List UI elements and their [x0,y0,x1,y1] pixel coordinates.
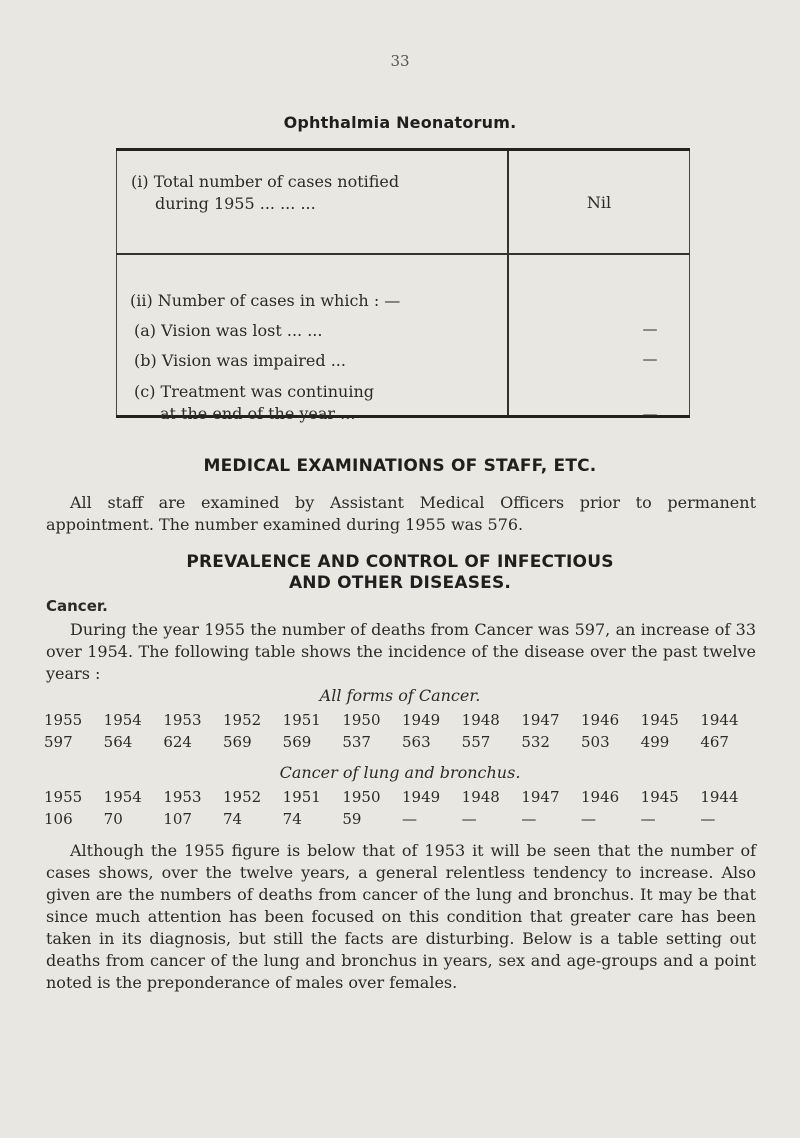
all-forms-years [44,709,760,731]
ophthalmia-table [116,148,690,418]
value-cell: 59 [342,810,362,828]
year-cell: 1950 [342,711,381,729]
row1-label-line1: (i) Total number of cases notified [131,172,400,191]
year-cell: 1946 [581,788,620,806]
all-forms-caption: All forms of Cancer. [319,686,481,705]
item-b-label: (b) Vision was impaired ... [134,351,346,370]
row1-value: Nil [586,193,612,212]
year-cell: 1949 [402,788,441,806]
value-cell: — [640,810,656,828]
year-cell: 1951 [282,711,321,729]
value-cell: 557 [461,733,491,751]
year-cell: 1955 [44,788,83,806]
value-cell: 532 [521,733,550,751]
cancer-intro: During the year 1955 the number of deaths from Cancer was 597, an increase of 33 over 1954. The following table shows the incidence of the disease over the past twelve years : [46,620,756,683]
year-cell: 1946 [581,711,620,729]
value-cell: 537 [342,733,371,751]
year-cell: 1949 [402,711,441,729]
year-cell: 1952 [223,711,262,729]
value-cell: 503 [581,733,610,751]
value-cell: — [402,810,417,828]
year-cell: 1952 [223,788,262,806]
value-cell: 107 [163,810,192,828]
cancer-heading: Cancer. [46,597,108,615]
lung-years [44,786,760,808]
year-cell: 1945 [640,711,679,729]
value-cell: — [581,810,596,828]
value-cell: 74 [282,810,302,828]
prevalence-title-line2: AND OTHER DISEASES. [288,573,512,593]
item-a-value: — [642,320,658,338]
year-cell: 1953 [163,711,202,729]
page-number: 33 [390,52,410,70]
year-cell: 1947 [521,788,560,806]
value-cell: — [461,810,477,828]
item-c-label-line2: at the end of the year ... [160,404,356,423]
value-cell: — [700,810,716,828]
year-cell: 1947 [521,711,560,729]
year-cell: 1954 [103,711,142,729]
value-cell: — [521,810,537,828]
row1-label-line2: during 1955 ... ... ... [155,194,316,213]
year-cell: 1955 [44,711,83,729]
value-cell: 563 [402,733,431,751]
closing-text: Although the 1955 figure is below that of 1953 it will be seen that the number of cases shows, over the twelve years, a general relentless tendency to increase. Also given are the numbers of deaths from cancer of the lung and bronchus. It may be that since much attention has been focused on this condition that greater care has been taken in its diagnosis, but still the facts are disturbing. Below is a table setting out deaths from cancer of the lung and bronchus in years, sex and age-groups and a point noted is the preponderance of males over females. [46,841,756,992]
value-cell: 467 [700,733,729,751]
row1-label-cell [117,150,509,255]
ophthalmia-title: Ophthalmia Neonatorum. [283,113,517,132]
row1-value-cell [508,150,690,255]
row2-value-cell [508,254,690,417]
value-cell: 569 [282,733,312,751]
table-row [117,150,690,255]
value-cell: 499 [640,733,670,751]
value-cell: 569 [223,733,252,751]
value-cell: 597 [44,733,73,751]
year-cell: 1953 [163,788,202,806]
value-cell: 106 [44,810,73,828]
medical-title: MEDICAL EXAMINATIONS OF STAFF, ETC. [203,456,597,476]
closing-paragraph [46,840,756,994]
year-cell: 1954 [103,788,142,806]
year-cell: 1950 [342,788,381,806]
year-cell: 1945 [640,788,679,806]
year-cell: 1944 [700,788,739,806]
value-cell: 74 [223,810,243,828]
lung-values [44,808,760,830]
item-b-value: — [642,350,658,368]
year-cell: 1951 [282,788,321,806]
all-forms-values [44,731,760,753]
row2-heading: (ii) Number of cases in which : — [130,291,401,310]
lung-caption: Cancer of lung and bronchus. [279,763,521,782]
value-cell: 564 [103,733,133,751]
year-cell: 1944 [700,711,739,729]
item-c-value: — [642,405,658,423]
prevalence-title-line1: PREVALENCE AND CONTROL OF INFECTIOUS [186,552,614,572]
year-cell: 1948 [461,788,500,806]
year-cell: 1948 [461,711,500,729]
value-cell: 624 [163,733,192,751]
medical-paragraph [46,492,756,536]
value-cell: 70 [103,810,123,828]
cancer-intro-paragraph [46,619,756,685]
item-c-label: (c) Treatment was continuing [134,382,374,401]
item-a-label: (a) Vision was lost ... ... [134,321,323,340]
medical-text: All staff are examined by Assistant Medical Officers prior to permanent appointment. The number examined during 1955 was 576. [46,493,756,534]
